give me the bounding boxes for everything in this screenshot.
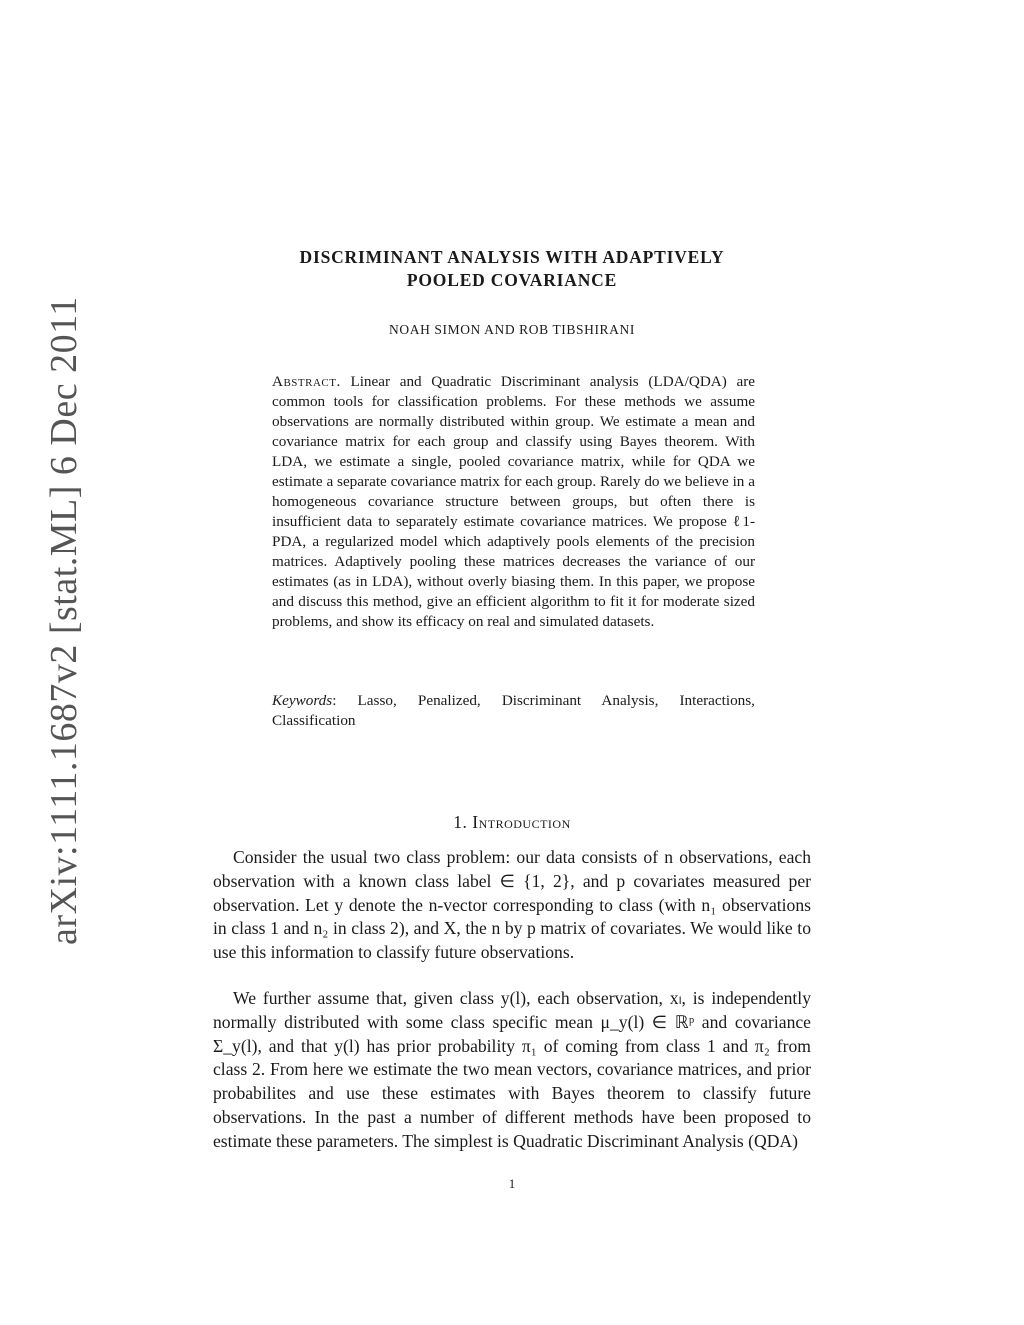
title-line-2: POOLED COVARIANCE (406, 270, 618, 290)
keywords: Keywords: Lasso, Penalized, Discriminant Analysis, Interactions, Classification (272, 692, 755, 729)
intro-paragraph-2: We further assume that, given class y(l), each observation, xₗ, is independently normally distributed with some class specific mean μ_y(l) ∈ ℝᵖ and covariance Σ_y(l), and that y(l) has prior probability π₁ of coming from class 1 and π₂ from class 2. From here we estimate the two mean vectors, covariance matrices, and prior probabilites and use these estimates with Bayes theorem to classify future observations. In the past a number of different methods have been proposed to estimate these parameters. The simplest is Quadratic Discriminant Analysis (QDA) (213, 988, 811, 1151)
authors: NOAH SIMON AND ROB TIBSHIRANI (389, 322, 635, 337)
abstract-text: Linear and Quadratic Discriminant analysis (LDA/QDA) are common tools for classification problems. For these methods we assume observations are normally distributed within group. We estimate a mean and covariance matrix for each group and classify using Bayes theorem. With LDA, we estimate a single, pooled covariance matrix, while for QDA we estimate a separate covariance matrix for each group. Rarely do we believe in a homogeneous covariance structure between groups, but often there is insufficient data to separately estimate covariance matrices. We propose ℓ1-PDA, a regularized model which adaptively pools elements of the precision matrices. Adaptively pooling these matrices decreases the variance of our estimates (as in LDA), without overly biasing them. In this paper, we propose and discuss this method, give an efficient algorithm to fit it for moderate sized problems, and show its efficacy on real and simulated datasets. (272, 373, 755, 630)
page-number: 1 (508, 1176, 516, 1191)
arxiv-id: arXiv:1111.1687v2 [stat.ML] 6 Dec 2011 (43, 296, 85, 945)
intro-paragraph-1: Consider the usual two class problem: our data consists of n observations, each observation with a known class label ∈ {1, 2}, and p covariates measured per observation. Let y denote the n-vector corresponding to class (with n₁ observations in class 1 and n₂ in class 2), and X, the n by p matrix of covariates. We would like to use this information to classify future observations. (213, 847, 811, 963)
section-heading (0, 812, 1024, 833)
section-title: Introduction (472, 812, 571, 832)
arxiv-stamp (0, 0, 85, 1325)
keywords-label: Keywords (272, 692, 333, 709)
paper-title (0, 246, 1024, 292)
abstract (272, 372, 755, 632)
abstract-label: Abstract. (272, 373, 341, 390)
section-number: 1. (453, 812, 468, 832)
title-line-1: DISCRIMINANT ANALYSIS WITH ADAPTIVELY (299, 247, 725, 267)
keywords-text: Lasso, Penalized, Discriminant Analysis, Interactions, Classification (272, 692, 755, 729)
